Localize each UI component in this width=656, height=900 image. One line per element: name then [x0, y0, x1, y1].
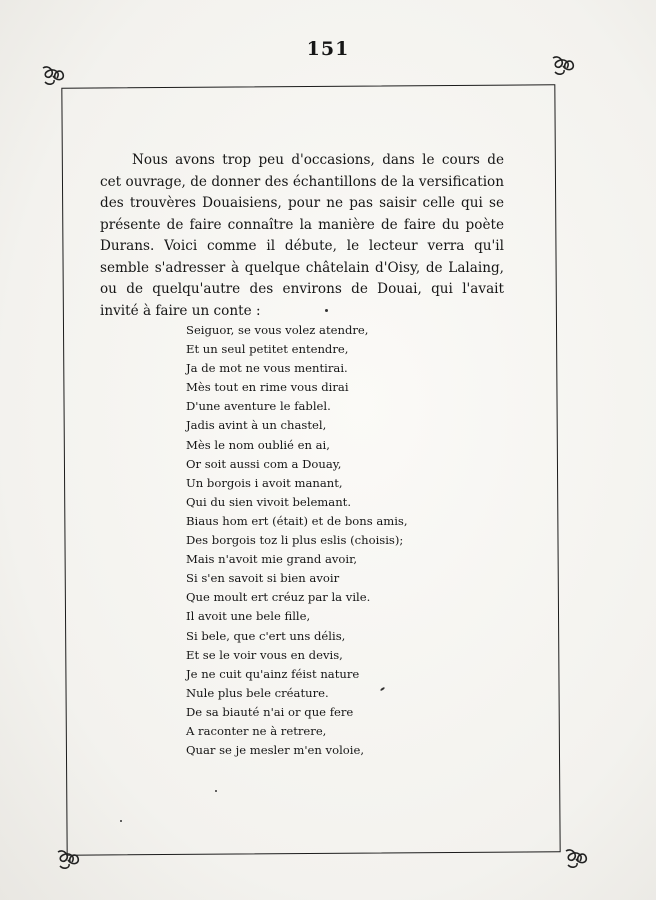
verse-line: Nule plus bele créature.	[186, 685, 329, 700]
verse-line: Un borgois i avoit manant,	[186, 475, 343, 490]
verse-line: Seiguor, se vous volez atendre,	[186, 323, 369, 337]
verse-line: Si s'en savoit si bien avoir	[186, 571, 340, 586]
intro-paragraph	[100, 150, 504, 322]
ink-speck	[325, 309, 328, 312]
verse-line: Je ne cuit qu'ainz féist nature	[186, 666, 360, 681]
ink-speck	[215, 790, 217, 792]
verse-line: Que moult ert créuz par la vile.	[186, 590, 371, 605]
verse-line: Or soit aussi com a Douay,	[186, 456, 342, 471]
verse-line: Ja de mot ne vous mentirai.	[186, 361, 348, 376]
verse-line: Jadis avint à un chastel,	[186, 418, 327, 433]
page-number: 151	[306, 38, 350, 60]
corner-ornament-icon	[562, 845, 592, 873]
ink-speck	[120, 820, 122, 822]
verse-line: Il avoit une bele fille,	[186, 609, 311, 624]
verse-line: Qui du sien vivoit belemant.	[186, 494, 352, 509]
verse-line: Et se le voir vous en devis,	[186, 647, 343, 662]
corner-ornament-icon	[549, 52, 579, 80]
verse-line: Mais n'avoit mie grand avoir,	[186, 552, 358, 567]
verse-line: Et un seul petitet entendre,	[186, 342, 349, 357]
verse-line: Des borgois toz li plus eslis (choisis);	[186, 533, 404, 548]
corner-ornament-icon	[54, 846, 84, 874]
verse-line: De sa biauté n'ai or que fere	[186, 704, 354, 719]
intro-paragraph-text: Nous avons trop peu d'occasions, dans le cours de cet ouvrage, de donner des échantillons de la versification des trouvères Douaisiens, pour ne pas saisir celle qui se présente de faire connaître la manière de faire du poète Durans. Voici comme il débute, le lecteur verra qu'il semble s'adresser à quelque châtelain d'Oisy, de Lalaing, ou de quelqu'autre des environs de Douai, qui l'avait invité à faire un conte :	[100, 152, 504, 319]
verse-line: A raconter ne à retrere,	[186, 723, 327, 738]
verse-line: D'une aventure le fablel.	[186, 399, 331, 414]
verse-line: Mès le nom oublié en ai,	[186, 437, 330, 452]
verse-block	[186, 321, 446, 760]
verse-line: Quar se je mesler m'en voloie,	[186, 743, 365, 758]
verse-line: Si bele, que c'ert uns délis,	[186, 628, 346, 643]
verse-line: Mès tout en rime vous dirai	[186, 380, 349, 395]
verse-line: Biaus hom ert (était) et de bons amis,	[186, 513, 408, 528]
corner-ornament-icon	[39, 62, 69, 90]
